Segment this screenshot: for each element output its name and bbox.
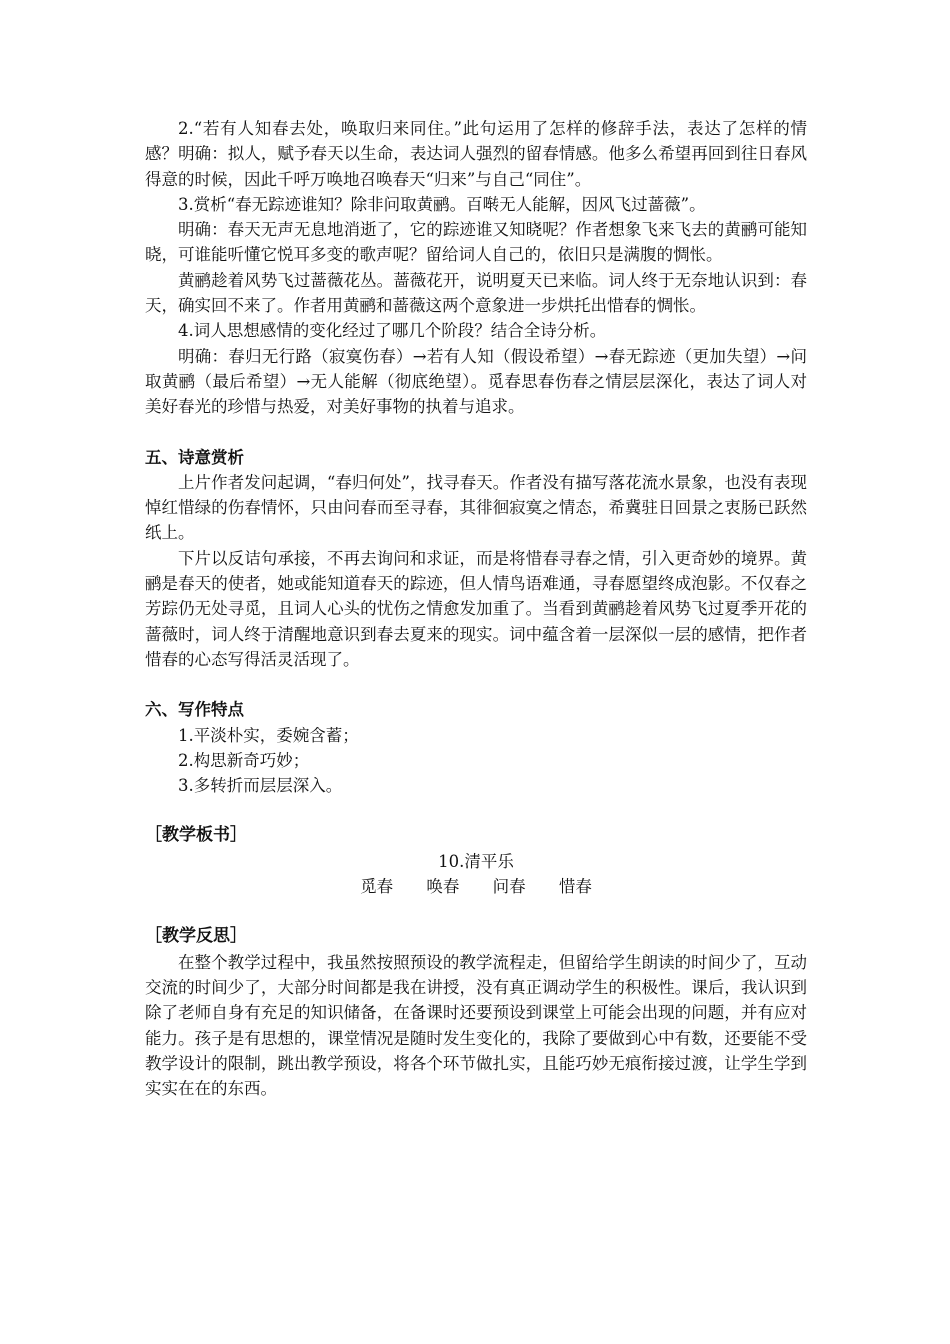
section-5-paragraph-1: 上片作者发问起调，“春归何处”，找寻春天。作者没有描写落花流水景象，也没有表现悼红惜绿的伤春情怀，只由问春而至寻春，其徘徊寂寞之情态，希冀驻日回景之衷肠已跃然纸上。 (145, 472, 807, 543)
question-3-answer-paragraph: 明确：春天无声无息地消逝了，它的踪迹谁又知晓呢？作者想象飞来飞去的黄鹂可能知晓，可谁能听懂它悦耳多变的歌声呢？留给词人自己的，依旧只是满腹的惆怅。 (145, 220, 807, 265)
section-6-item: 2.构思新奇巧妙； (178, 750, 310, 770)
section-6-heading: 六、写作特点 (145, 700, 244, 720)
question-4-answer-paragraph: 明确：春归无行路（寂寞伤春）→若有人知（假设希望）→春无踪迹（更加失望）→问取黄鹂（最后希望）→无人能解（彻底绝望）。觅春思春伤春之情层层深化，表达了词人对美好春光的珍惜与热爱，对美好事物的执着与追求。 (145, 346, 807, 417)
section-6-item: 1.平淡朴实，委婉含蓄； (178, 725, 359, 745)
reflection-heading: ［教学反思］ (145, 926, 247, 947)
document-page (145, 116, 807, 1101)
board-keyword: 惜春 (558, 877, 592, 897)
spacer (145, 420, 807, 445)
question-4-paragraph: 4.词人思想感情的变化经过了哪几个阶段？结合全诗分析。 (178, 321, 607, 341)
board-keywords (145, 874, 807, 899)
section-6-item: 3.多转折而层层深入。 (178, 776, 343, 796)
section-5-heading: 五、诗意赏析 (145, 447, 244, 467)
board-heading: ［教学板书］ (145, 825, 247, 846)
question-3-answer-paragraph-2: 黄鹂趁着风势飞过蔷薇花丛。蔷薇花开，说明夏天已来临。词人终于无奈地认识到：春天，确实回不来了。作者用黄鹂和蔷薇这两个意象进一步烘托出惜春的惆怅。 (145, 270, 807, 316)
question-2-paragraph: 2.“若有人知春去处，唤取归来同住。”此句运用了怎样的修辞手法，表达了怎样的情感？明确：拟人，赋予春天以生命，表达词人强烈的留春情感。他多么希望再回到往日春风得意的时候，因此千呼万唤地召唤春天“归来”与自己“同住”。 (145, 119, 807, 189)
reflection-paragraph: 在整个教学过程中，我虽然按照预设的教学流程走，但留给学生朗读的时间少了，互动交流的时间少了，大部分时间都是我在讲授，没有真正调动学生的积极性。课后，我认识到除了老师自身有充足的知识储备，在备课时还要预设到课堂上可能会出现的问题，并有应对能力。孩子是有思想的，课堂情况是随时发生变化的，我除了要做到心中有数，还要能不受教学设计的限制，跳出教学预设，将各个环节做扎实，且能巧妙无痕衔接过渡，让学生学到实实在在的东西。 (145, 952, 807, 1099)
spacer (145, 798, 807, 823)
board-title: 10.清平乐 (438, 851, 514, 871)
board-keyword: 问春 (492, 877, 526, 897)
section-5-paragraph-2: 下片以反诘句承接，不再去询问和求证，而是将惜春寻春之情，引入更奇妙的境界。黄鹂是春天的使者，她或能知道春天的踪迹，但人情鸟语难通，寻春愿望终成泡影。不仅春之芳踪仍无处寻觅，且词人心头的忧伤之情愈发加重了。当看到黄鹂趁着风势飞过夏季开花的蔷薇时，词人终于清醒地意识到春去夏来的现实。词中蕴含着一层深似一层的感情，把作者惜春的心态写得活灵活现了。 (145, 548, 807, 669)
spacer (145, 672, 807, 697)
spacer (145, 899, 807, 924)
board-keyword: 唤春 (426, 877, 460, 897)
board-keyword: 觅春 (360, 877, 394, 897)
question-3-paragraph: 3.赏析“春无踪迹谁知？除非问取黄鹂。百啭无人能解，因风飞过蔷薇”。 (178, 194, 706, 214)
